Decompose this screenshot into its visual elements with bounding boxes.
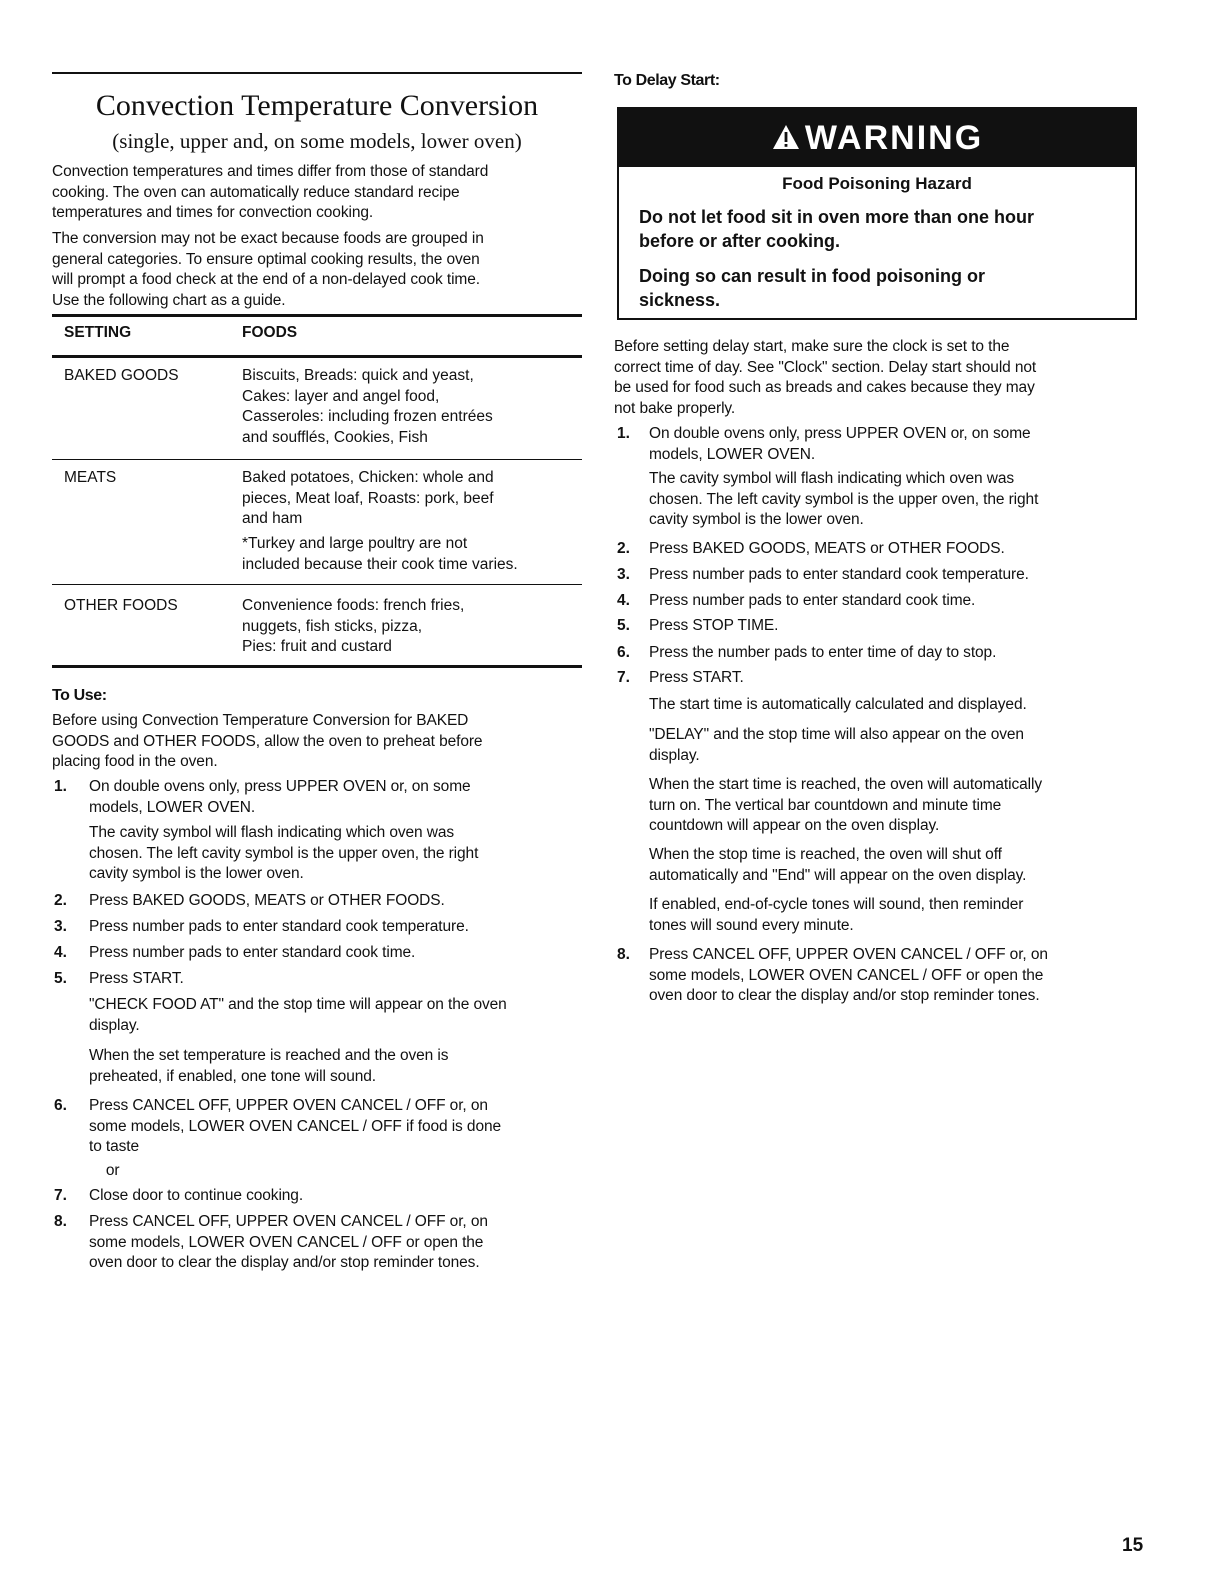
step-detail: If enabled, end-of-cycle tones will sound, then reminder tones will sound every minute.: [649, 896, 1024, 934]
warning-line-2: Doing so can result in food poisoning or sickness.: [639, 266, 985, 310]
step-text: Press BAKED GOODS, MEATS or OTHER FOODS.: [649, 540, 1005, 557]
step-detail: When the set temperature is reached and the oven is preheated, if enabled, one tone will sound.: [89, 1047, 449, 1085]
page-title: Convection Temperature Conversion: [95, 89, 539, 122]
warning-hazard: Food Poisoning Hazard: [782, 174, 972, 193]
step-text: Press START.: [89, 970, 184, 987]
table-header-setting: SETTING: [64, 324, 132, 341]
step-text: Press STOP TIME.: [649, 617, 779, 634]
table-rule-row: [52, 584, 582, 585]
step-number: 7.: [54, 1187, 67, 1204]
step-text: Press number pads to enter standard cook temperature.: [89, 918, 469, 935]
step-text: Press number pads to enter standard cook time.: [89, 944, 416, 961]
step-text: On double ovens only, press UPPER OVEN or, on some models, LOWER OVEN.: [89, 778, 471, 816]
table-header-foods: FOODS: [242, 324, 298, 341]
step-detail: "DELAY" and the stop time will also appear on the oven display.: [649, 726, 1024, 764]
step-text: Press CANCEL OFF, UPPER OVEN CANCEL / OFF or, on some models, LOWER OVEN CANCEL / OFF or open the oven door to clear the display and/or stop reminder tones.: [89, 1213, 488, 1271]
step-number: 3.: [617, 566, 630, 583]
step-number: 1.: [617, 425, 630, 442]
step-number: 5.: [617, 617, 630, 634]
warning-line-1: Do not let food sit in oven more than one hour before or after cooking.: [639, 207, 1034, 251]
warning-box: [617, 107, 1137, 320]
page-number: 15: [1122, 1535, 1144, 1556]
step-number: 5.: [54, 970, 67, 987]
top-rule: [52, 72, 582, 74]
table-rule-top: [52, 314, 582, 317]
step-or: or: [89, 1162, 120, 1179]
delay-intro: Before setting delay start, make sure the clock is set to the correct time of day. See "Clock" section. Delay start should not be used for food such as breads and cakes because they may not bake properly.: [614, 338, 1037, 417]
step-text: Press BAKED GOODS, MEATS or OTHER FOODS.: [89, 892, 445, 909]
intro-paragraph-2: The conversion may not be exact because foods are grouped in general categories. To ensure optimal cooking results, the oven will prompt a food check at the end of a non-delayed cook time. Use the following chart as a guide.: [52, 230, 484, 309]
table-row-note: *Turkey and large poultry are not included because their cook time varies.: [242, 535, 518, 573]
to-use-intro: Before using Convection Temperature Conversion for BAKED GOODS and OTHER FOODS, allow the oven to preheat before placing food in the oven.: [52, 712, 483, 770]
step-number: 8.: [54, 1213, 67, 1230]
intro-paragraph-1: Convection temperatures and times differ from those of standard cooking. The oven can automatically reduce standard recipe temperatures and times for convection cooking.: [52, 163, 489, 221]
step-number: 2.: [617, 540, 630, 557]
step-number: 3.: [54, 918, 67, 935]
step-text: Close door to continue cooking.: [89, 1187, 304, 1204]
table-row-foods: Convenience foods: french fries, nuggets, fish sticks, pizza, Pies: fruit and custard: [242, 597, 465, 655]
step-number: 7.: [617, 669, 630, 686]
to-use-heading: To Use:: [52, 687, 107, 704]
table-row-setting: OTHER FOODS: [64, 597, 178, 614]
warning-triangle-icon: [771, 111, 801, 169]
step-number: 2.: [54, 892, 67, 909]
table-rule-bottom: [52, 665, 582, 668]
step-number: 4.: [54, 944, 67, 961]
step-number: 1.: [54, 778, 67, 795]
step-detail: "CHECK FOOD AT" and the stop time will appear on the oven display.: [89, 996, 507, 1034]
step-detail: The cavity symbol will flash indicating which oven was chosen. The left cavity symbol is the upper oven, the right cavity symbol is the lower oven.: [649, 470, 1039, 528]
table-rule-row: [52, 459, 582, 460]
step-text: Press number pads to enter standard cook temperature.: [649, 566, 1029, 583]
table-row-setting: MEATS: [64, 469, 117, 486]
step-number: 8.: [617, 946, 630, 963]
step-detail: The cavity symbol will flash indicating which oven was chosen. The left cavity symbol is the upper oven, the right cavity symbol is the lower oven.: [89, 824, 479, 882]
step-text: Press CANCEL OFF, UPPER OVEN CANCEL / OFF or, on some models, LOWER OVEN CANCEL / OFF if food is done to taste: [89, 1097, 501, 1155]
step-text: Press the number pads to enter time of day to stop.: [649, 644, 997, 661]
warning-label: WARNING: [804, 119, 984, 157]
table-row-foods: Baked potatoes, Chicken: whole and pieces, Meat loaf, Roasts: pork, beef and ham: [242, 469, 494, 527]
step-number: 6.: [617, 644, 630, 661]
step-number: 4.: [617, 592, 630, 609]
step-number: 6.: [54, 1097, 67, 1114]
page-subtitle: (single, upper and, on some models, lower oven): [112, 129, 522, 153]
table-rule-header: [52, 355, 582, 358]
step-text: On double ovens only, press UPPER OVEN or, on some models, LOWER OVEN.: [649, 425, 1031, 463]
step-detail: When the stop time is reached, the oven will shut off automatically and "End" will appear on the oven display.: [649, 846, 1027, 884]
step-detail: When the start time is reached, the oven will automatically turn on. The vertical bar countdown and minute time countdown will appear on the oven display.: [649, 776, 1042, 834]
step-text: Press number pads to enter standard cook time.: [649, 592, 976, 609]
warning-banner: [619, 109, 1135, 167]
table-row-setting: BAKED GOODS: [64, 367, 179, 384]
step-detail: The start time is automatically calculated and displayed.: [649, 696, 1027, 713]
step-text: Press CANCEL OFF, UPPER OVEN CANCEL / OFF or, on some models, LOWER OVEN CANCEL / OFF or open the oven door to clear the display and/or stop reminder tones.: [649, 946, 1048, 1004]
delay-start-heading: To Delay Start:: [614, 72, 720, 89]
step-text: Press START.: [649, 669, 744, 686]
table-row-foods: Biscuits, Breads: quick and yeast, Cakes: layer and angel food, Casseroles: including frozen entrées and soufflés, Cookies, Fish: [242, 367, 493, 446]
